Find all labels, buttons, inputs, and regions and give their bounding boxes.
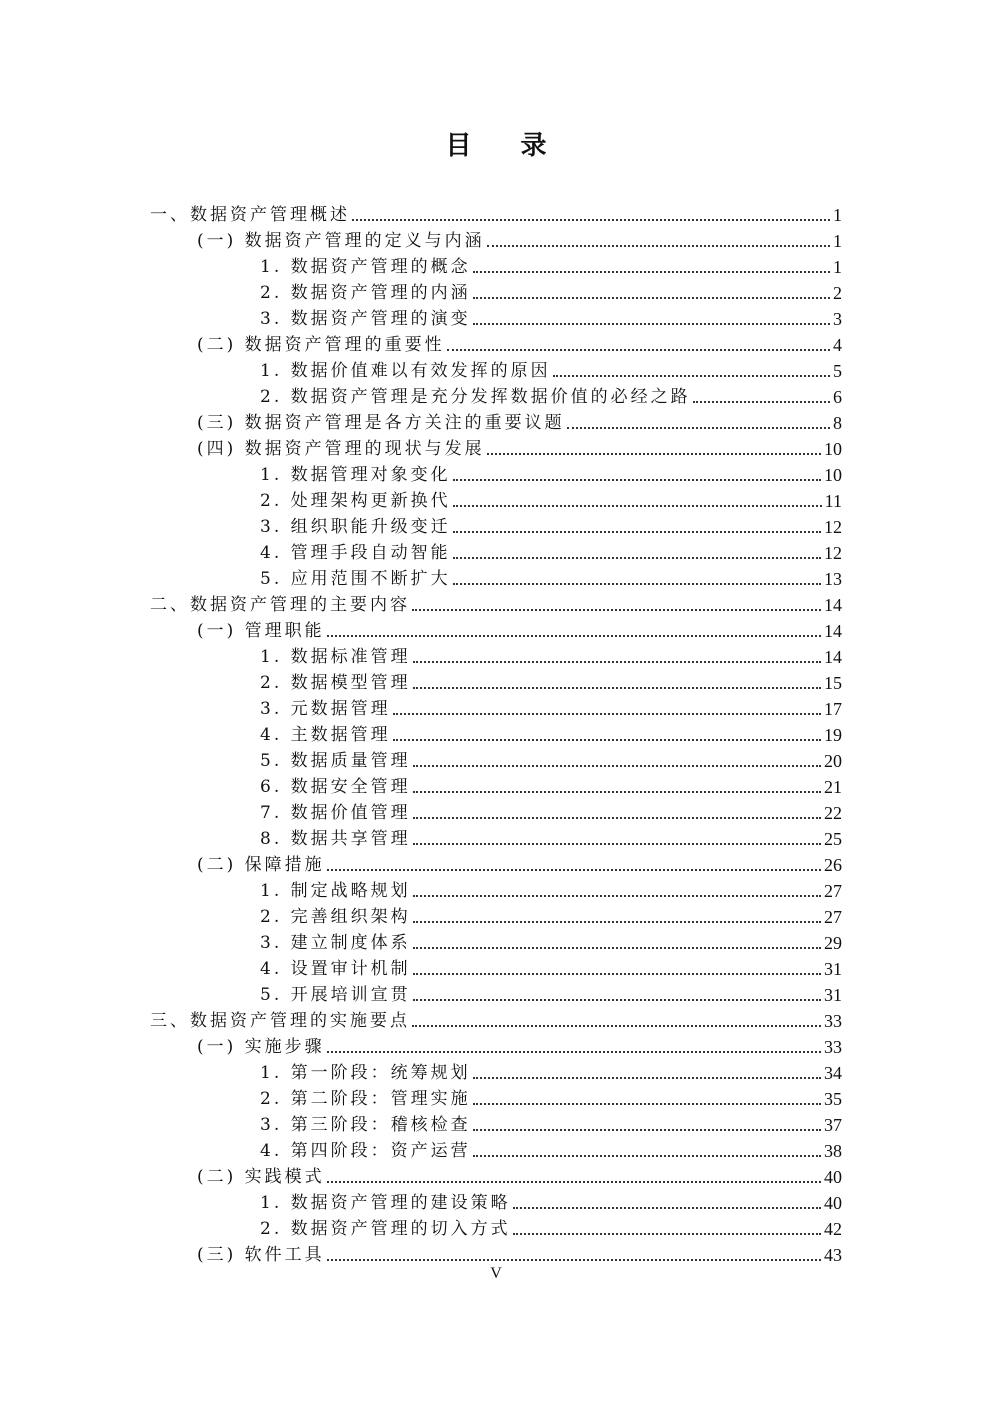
toc-entry-label: 1. 数据价值难以有效发挥的原因 xyxy=(260,361,551,381)
toc-entry[interactable] xyxy=(0,564,992,590)
toc-entry[interactable] xyxy=(0,1136,992,1162)
toc-entry-label: (一) 数据资产管理的定义与内涵 xyxy=(197,231,485,251)
toc-entry-label: 1. 制定战略规划 xyxy=(260,881,411,901)
toc-entry[interactable] xyxy=(0,616,992,642)
toc-entry-page: 38 xyxy=(824,1141,842,1161)
dot-leader xyxy=(473,1155,821,1157)
toc-entry[interactable] xyxy=(0,772,992,798)
toc-entry-page: 19 xyxy=(824,725,842,745)
dot-leader xyxy=(453,557,821,559)
toc-entry[interactable] xyxy=(0,1188,992,1214)
dot-leader xyxy=(393,739,821,741)
toc-entry[interactable] xyxy=(0,850,992,876)
dot-leader xyxy=(413,661,821,663)
toc-entry-label: 1. 数据管理对象变化 xyxy=(260,465,451,485)
toc-entry-page: 26 xyxy=(824,855,842,875)
toc-entry[interactable] xyxy=(0,798,992,824)
toc-entry-label: 8. 数据共享管理 xyxy=(260,829,411,849)
toc-entry-page: 14 xyxy=(824,621,842,641)
toc-entry[interactable] xyxy=(0,1214,992,1240)
dot-leader xyxy=(327,1051,821,1053)
toc-entry[interactable] xyxy=(0,1084,992,1110)
dot-leader xyxy=(327,635,821,637)
toc-entry-page: 5 xyxy=(833,361,842,381)
toc-entry-label: 二、数据资产管理的主要内容 xyxy=(150,595,410,615)
toc-entry[interactable] xyxy=(0,304,992,330)
toc-entry-page: 22 xyxy=(824,803,842,823)
dot-leader xyxy=(487,453,821,455)
toc-entry-label: 4. 主数据管理 xyxy=(260,725,391,745)
dot-leader xyxy=(453,531,821,533)
page-number: V xyxy=(490,1265,502,1282)
toc-entry-label: 1. 数据资产管理的概念 xyxy=(260,257,471,277)
dot-leader xyxy=(513,1233,821,1235)
toc-entry-page: 20 xyxy=(824,751,842,771)
toc-entry[interactable] xyxy=(0,1162,992,1188)
toc-entry-page: 21 xyxy=(824,777,842,797)
toc-entry[interactable] xyxy=(0,460,992,486)
toc-entry-page: 27 xyxy=(824,881,842,901)
toc-entry-page: 17 xyxy=(824,699,842,719)
toc-entry-page: 12 xyxy=(824,543,842,563)
dot-leader xyxy=(413,999,821,1001)
toc-entry-page: 6 xyxy=(833,387,842,407)
toc-entry-label: 4. 设置审计机制 xyxy=(260,959,411,979)
dot-leader xyxy=(473,297,830,299)
dot-leader xyxy=(412,609,821,611)
toc-entry-page: 1 xyxy=(833,205,842,225)
toc-entry-label: (三) 软件工具 xyxy=(197,1245,325,1265)
toc-entry-label: 3. 建立制度体系 xyxy=(260,933,411,953)
toc-entry[interactable] xyxy=(0,590,992,616)
toc-entry[interactable] xyxy=(0,824,992,850)
toc-entry-page: 25 xyxy=(824,829,842,849)
toc-entry-page: 40 xyxy=(824,1193,842,1213)
toc-entry[interactable] xyxy=(0,1032,992,1058)
toc-entry-label: 一、数据资产管理概述 xyxy=(150,205,350,225)
dot-leader xyxy=(413,947,821,949)
dot-leader xyxy=(413,791,821,793)
dot-leader xyxy=(327,1259,821,1261)
toc-entry-label: 5. 开展培训宣贯 xyxy=(260,985,411,1005)
dot-leader xyxy=(327,1181,821,1183)
dot-leader xyxy=(413,973,821,975)
toc-entry-page: 31 xyxy=(824,959,842,979)
toc-entry[interactable] xyxy=(0,694,992,720)
toc-entry[interactable] xyxy=(0,408,992,434)
toc-entry-page: 43 xyxy=(824,1245,842,1265)
toc-entry-page: 1 xyxy=(833,231,842,251)
toc-entry-label: 1. 数据资产管理的建设策略 xyxy=(260,1193,511,1213)
toc-entry-label: 5. 数据质量管理 xyxy=(260,751,411,771)
toc-entry[interactable] xyxy=(0,1006,992,1032)
toc-entry-label: (二) 保障措施 xyxy=(197,855,325,875)
toc-entry-label: 3. 第三阶段：稽核检查 xyxy=(260,1115,471,1135)
toc-entry-page: 10 xyxy=(824,439,842,459)
toc-entry[interactable] xyxy=(0,902,992,928)
toc-entry[interactable] xyxy=(0,434,992,460)
dot-leader xyxy=(413,843,821,845)
dot-leader xyxy=(487,245,830,247)
toc-entry-page: 4 xyxy=(833,335,842,355)
dot-leader xyxy=(413,921,821,923)
toc-entry-label: 3. 元数据管理 xyxy=(260,699,391,719)
dot-leader xyxy=(513,1207,821,1209)
toc-entry[interactable] xyxy=(0,1058,992,1084)
toc-entry[interactable] xyxy=(0,538,992,564)
toc-entry-page: 34 xyxy=(824,1063,842,1083)
toc-entry-label: 2. 数据资产管理的切入方式 xyxy=(260,1219,511,1239)
toc-entry-label: 1. 第一阶段：统筹规划 xyxy=(260,1063,471,1083)
toc-entry-label: (一) 管理职能 xyxy=(197,621,325,641)
toc-entry-page: 31 xyxy=(824,985,842,1005)
dot-leader xyxy=(393,713,821,715)
toc-entry[interactable] xyxy=(0,252,992,278)
toc-entry-label: (三) 数据资产管理是各方关注的重要议题 xyxy=(197,413,565,433)
toc-entry-page: 35 xyxy=(824,1089,842,1109)
page-title: 目 录 xyxy=(445,131,567,161)
dot-leader xyxy=(352,219,830,221)
toc-entry-page: 40 xyxy=(824,1167,842,1187)
toc-entry-label: 4. 第四阶段：资产运营 xyxy=(260,1141,471,1161)
toc-entry-page: 14 xyxy=(824,647,842,667)
toc-entry-page: 33 xyxy=(824,1011,842,1031)
toc-entry-label: 2. 第二阶段：管理实施 xyxy=(260,1089,471,1109)
toc-entry-label: (四) 数据资产管理的现状与发展 xyxy=(197,439,485,459)
toc-entry[interactable] xyxy=(0,278,992,304)
toc-entry-label: 2. 处理架构更新换代 xyxy=(260,491,451,511)
toc-entry[interactable] xyxy=(0,356,992,382)
toc-entry-page: 14 xyxy=(824,595,842,615)
dot-leader xyxy=(567,427,830,429)
toc-entry-page: 12 xyxy=(824,517,842,537)
dot-leader xyxy=(453,583,821,585)
toc-entry-page: 3 xyxy=(833,309,842,329)
dot-leader xyxy=(473,1077,821,1079)
toc-entry-page: 27 xyxy=(824,907,842,927)
toc-entry-label: 1. 数据标准管理 xyxy=(260,647,411,667)
toc-entry-label: 2. 数据资产管理的内涵 xyxy=(260,283,471,303)
toc-entry-page: 13 xyxy=(824,569,842,589)
toc-entry-label: 4. 管理手段自动智能 xyxy=(260,543,451,563)
dot-leader xyxy=(473,1129,821,1131)
dot-leader xyxy=(412,1025,821,1027)
toc-entry[interactable] xyxy=(0,226,992,252)
toc-entry-label: 3. 组织职能升级变迁 xyxy=(260,517,451,537)
toc-entry-label: 2. 数据模型管理 xyxy=(260,673,411,693)
toc-entry[interactable] xyxy=(0,1240,992,1266)
dot-leader xyxy=(693,401,830,403)
toc-entry-page: 1 xyxy=(833,257,842,277)
toc-entry-page: 10 xyxy=(824,465,842,485)
toc-entry-page: 11 xyxy=(824,491,842,511)
toc-entry[interactable] xyxy=(0,746,992,772)
toc-entry[interactable] xyxy=(0,876,992,902)
toc-entry[interactable] xyxy=(0,720,992,746)
toc-entry[interactable] xyxy=(0,668,992,694)
toc-entry[interactable] xyxy=(0,486,992,512)
toc-entry[interactable] xyxy=(0,382,992,408)
toc-entry-label: (一) 实施步骤 xyxy=(197,1037,325,1057)
toc-entry[interactable] xyxy=(0,928,992,954)
toc-entry-label: 3. 数据资产管理的演变 xyxy=(260,309,471,329)
toc-entry-page: 2 xyxy=(833,283,842,303)
dot-leader xyxy=(447,349,830,351)
toc-entry-page: 37 xyxy=(824,1115,842,1135)
dot-leader xyxy=(327,869,821,871)
toc-entry-label: (二) 数据资产管理的重要性 xyxy=(197,335,445,355)
toc-entry[interactable] xyxy=(0,642,992,668)
toc-entry[interactable] xyxy=(0,954,992,980)
dot-leader xyxy=(473,1103,821,1105)
toc-entry-page: 15 xyxy=(824,673,842,693)
toc-entry-page: 33 xyxy=(824,1037,842,1057)
toc-entry-label: (二) 实践模式 xyxy=(197,1167,325,1187)
toc-entry[interactable] xyxy=(0,1110,992,1136)
toc-entry[interactable] xyxy=(0,980,992,1006)
toc-entry-label: 2. 完善组织架构 xyxy=(260,907,411,927)
dot-leader xyxy=(553,375,830,377)
dot-leader xyxy=(473,323,830,325)
toc-entry[interactable] xyxy=(0,512,992,538)
toc-entry[interactable] xyxy=(0,200,992,226)
toc-entry-label: 2. 数据资产管理是充分发挥数据价值的必经之路 xyxy=(260,387,691,407)
toc-entry-page: 8 xyxy=(833,413,842,433)
toc-entry-label: 6. 数据安全管理 xyxy=(260,777,411,797)
dot-leader xyxy=(413,895,821,897)
toc-entry-label: 三、数据资产管理的实施要点 xyxy=(150,1011,410,1031)
dot-leader xyxy=(413,817,821,819)
toc-entry-page: 29 xyxy=(824,933,842,953)
dot-leader xyxy=(413,765,821,767)
dot-leader xyxy=(473,271,830,273)
toc-entry[interactable] xyxy=(0,330,992,356)
dot-leader xyxy=(453,479,821,481)
toc-entry-page: 42 xyxy=(824,1219,842,1239)
toc-entry-label: 5. 应用范围不断扩大 xyxy=(260,569,451,589)
dot-leader xyxy=(413,687,821,689)
dot-leader xyxy=(453,505,822,507)
toc-entry-label: 7. 数据价值管理 xyxy=(260,803,411,823)
